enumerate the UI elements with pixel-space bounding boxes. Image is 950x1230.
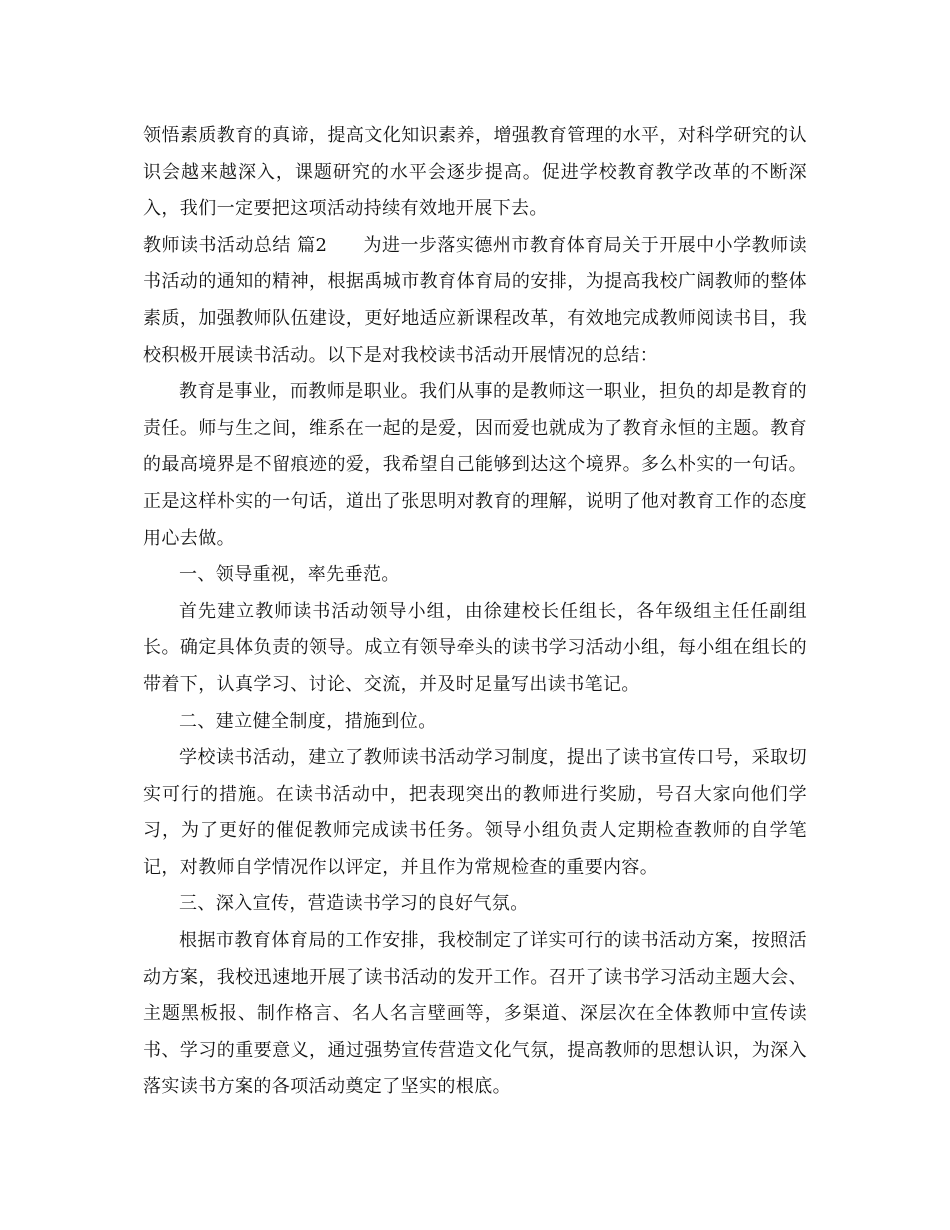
heading-1: 一、领导重视，率先垂范。 <box>179 564 400 586</box>
section-block <box>143 228 807 374</box>
intro-paragraph: 领悟素质教育的真谛，提高文化知识素养，增强教育管理的水平，对科学研究的认识会越来越深入，课题研究的水平会逐步提高。促进学校教育教学改革的不断深入，我们一定要把这项活动持续有效地开展下去。 <box>143 125 807 220</box>
paragraph-4: 根据市教育体育局的工作安排，我校制定了详实可行的读书活动方案，按照活动方案，我校迅速地开展了读书活动的发开工作。召开了读书学习活动主题大会、主题黑板报、制作格言、名人名言壁画等，多渠道、深层次在全体教师中宣传读书、学习的重要意义，通过强势宣传营造文化气氛，提高教师的思想认识，为深入落实读书方案的各项活动奠定了坚实的根底。 <box>143 930 807 1098</box>
heading-3: 三、深入宣传，营造读书学习的良好气氛。 <box>179 893 529 915</box>
paragraph-3: 学校读书活动，建立了教师读书活动学习制度，提出了读书宣传口号，采取切实可行的措施。在读书活动中，把表现突出的教师进行奖励，号召大家向他们学习，为了更好的催促教师完成读书任务。领导小组负责人定期检查教师的自学笔记，对教师自学情况作以评定，并且作为常规检查的重要内容。 <box>143 747 807 878</box>
section-lead: 为进一步落实德州市教育体育局关于开展中小学教师读书活动的通知的精神，根据禹城市教育体育局的安排，为提高我校广阔教师的整体素质，加强教师队伍建设，更好地适应新课程改革，有效地完成教师阅读书目，我校积极开展读书活动。以下是对我校读书活动开展情况的总结： <box>143 234 807 366</box>
paragraph-1: 教育是事业，而教师是职业。我们从事的是教师这一职业，担负的却是教育的责任。师与生之间，维系在一起的是爱，因而爱也就成为了教育永恒的主题。教育的最高境界是不留痕迹的爱，我希望自己能够到达这个境界。多么朴实的一句话。正是这样朴实的一句话，道出了张思明对教育的理解，说明了他对教育工作的态度用心去做。 <box>143 381 807 549</box>
section-title: 教师读书活动总结 篇2 <box>143 234 328 256</box>
paragraph-2: 首先建立教师读书活动领导小组，由徐建校长任组长，各年级组主任任副组长。确定具体负责的领导。成立有领导牵头的读书学习活动小组，每小组在组长的带着下，认真学习、讨论、交流，并及时足量写出读书笔记。 <box>143 600 807 695</box>
heading-2: 二、建立健全制度，措施到位。 <box>179 710 437 732</box>
document-body <box>143 118 807 1106</box>
